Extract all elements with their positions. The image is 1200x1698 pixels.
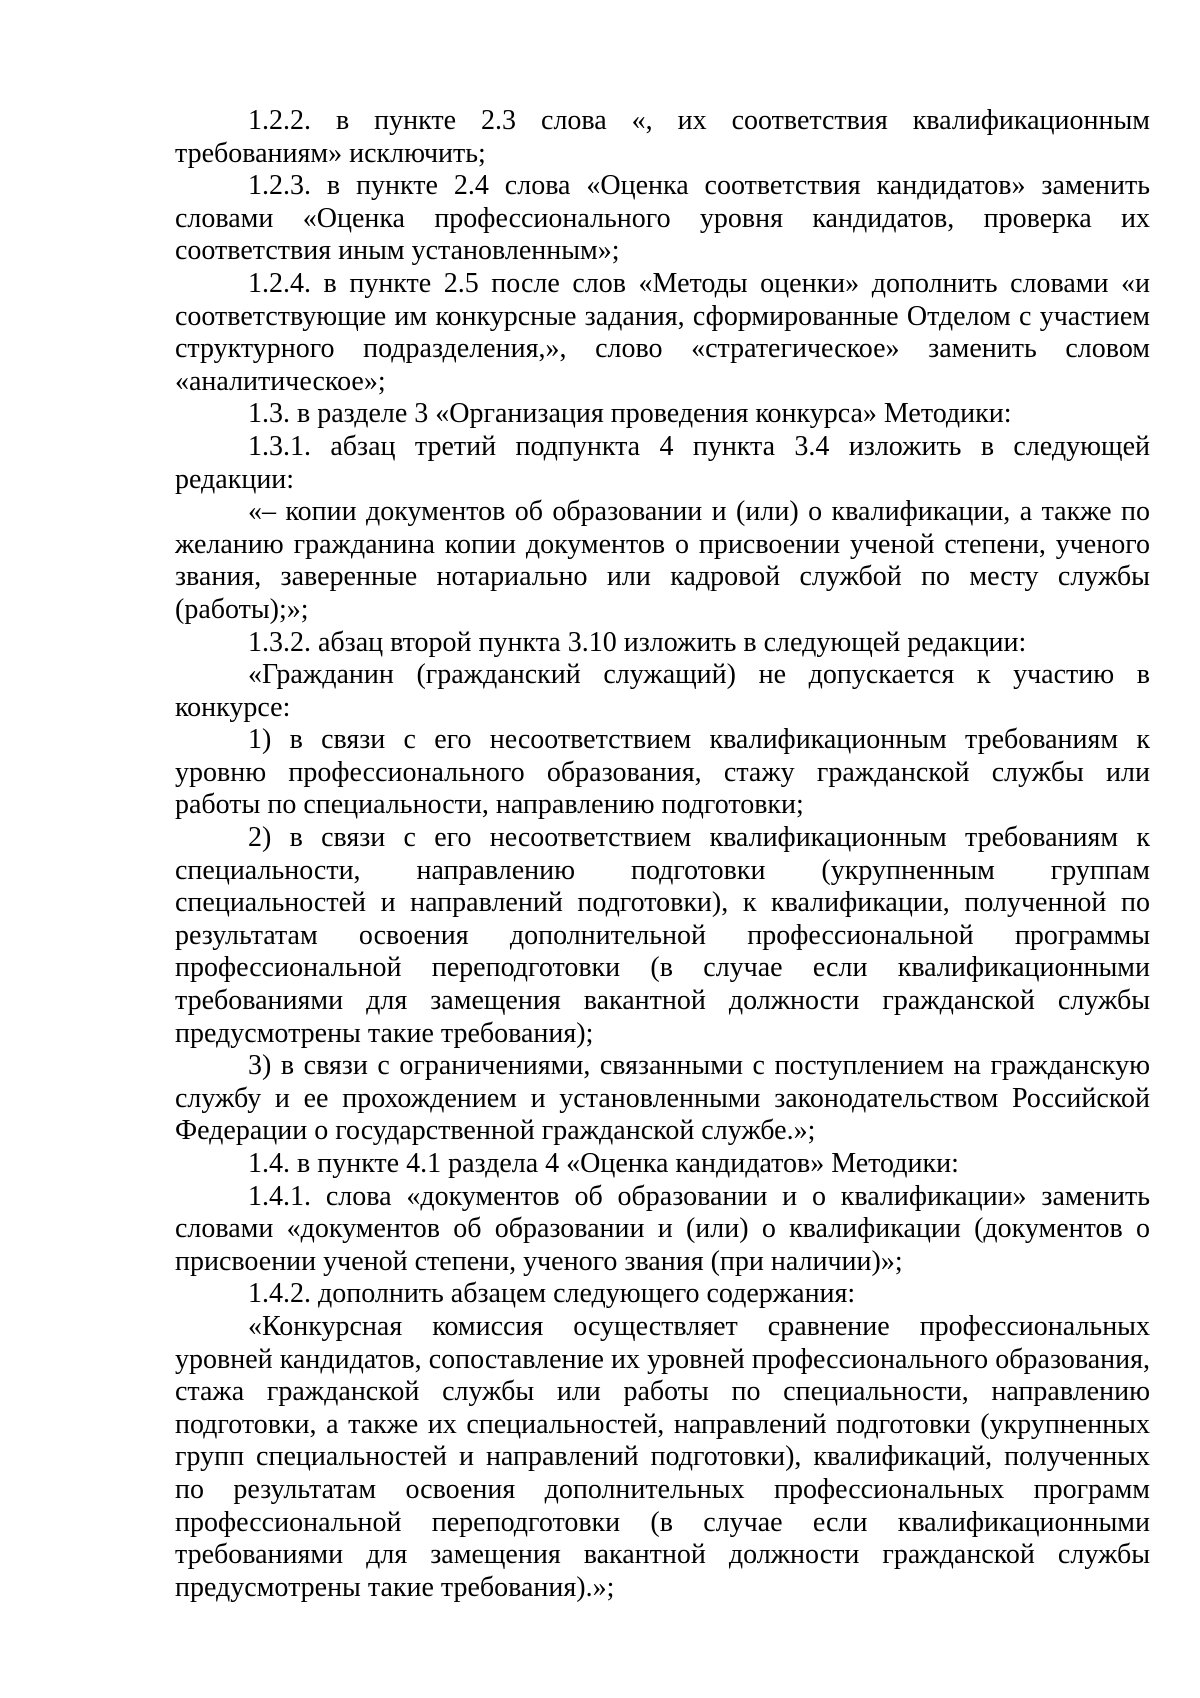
paragraph-1-4-1: 1.4.1. слова «документов об образовании и о квалификации» заменить словами «документов об образовании и (или) о квалификации (документов о присвоении ученой степени, ученого звания (при наличии)»; [175, 1180, 1150, 1277]
paragraph-quote-commission: «Конкурсная комиссия осуществляет сравнение профессиональных уровней кандидатов, сопоставление их уровней профессионального образования, стажа гражданской службы или работы по специальности, направлению подготовки, а также их специальностей, направлений подготовки (укрупненных групп специальностей и направлений подготовки), квалификаций, полученных по результатам освоения дополнительных профессиональных программ профессиональной переподготовки (в случае если квалификационными требованиями для замещения вакантной должности гражданской службы предусмотрены такие требования).»; [175, 1310, 1150, 1603]
paragraph-1-4-2: 1.4.2. дополнить абзацем следующего содержания: [248, 1278, 856, 1310]
paragraph-1-2-2: 1.2.2. в пункте 2.3 слова «, их соответствия квалификационным требованиям» исключить; [175, 105, 1150, 169]
list-item-2: 2) в связи с его несоответствием квалификационным требованиям к специальности, направлению подготовки (укрупненным группам специальностей и направлений подготовки), к квалификации, полученной по результатам освоения дополнительной профессиональной программы профессиональной переподготовки (в случае если квалификационными требованиями для замещения вакантной должности гражданской службы предусмотрены такие требования); [175, 822, 1150, 1049]
paragraph-1-3-2: 1.3.2. абзац второй пункта 3.10 изложить в следующей редакции: [248, 626, 1027, 658]
paragraph-1-4: 1.4. в пункте 4.1 раздела 4 «Оценка кандидатов» Методики: [248, 1148, 959, 1179]
paragraph-quote-copies: «– копии документов об образовании и (или) о квалификации, а также по желанию гражданина копии документов о присвоении ученой степени, ученого звания, заверенные нотариально или кадровой службой по месту службы (работы);»; [175, 496, 1150, 625]
paragraph-quote-citizen: «Гражданин (гражданский служащий) не допускается к участию в конкурсе: [175, 659, 1150, 723]
paragraph-1-3-1: 1.3.1. абзац третий подпункта 4 пункта 3.4 изложить в следующей редакции: [175, 430, 1150, 495]
list-item-3: 3) в связи с ограничениями, связанными с поступлением на гражданскую службу и ее прохождением и установленными законодательством Российской Федерации о государственной гражданской службе.»; [175, 1050, 1150, 1147]
paragraph-1-2-4: 1.2.4. в пункте 2.5 после слов «Методы оценки» дополнить словами «и соответствующие им конкурсные задания, сформированные Отделом с участием структурного подразделения,», слово «стратегическое» заменить словом «аналитическое»; [175, 267, 1150, 397]
paragraph-1-2-3: 1.2.3. в пункте 2.4 слова «Оценка соответствия кандидатов» заменить словами «Оценка профессионального уровня кандидатов, проверка их соответствия иным установленным»; [175, 170, 1150, 267]
list-item-1: 1) в связи с его несоответствием квалификационным требованиям к уровню профессионального образования, стажу гражданской службы или работы по специальности, направлению подготовки; [175, 724, 1150, 821]
paragraph-1-3: 1.3. в разделе 3 «Организация проведения конкурса» Методики: [248, 398, 1012, 430]
document-page [175, 105, 1150, 1604]
